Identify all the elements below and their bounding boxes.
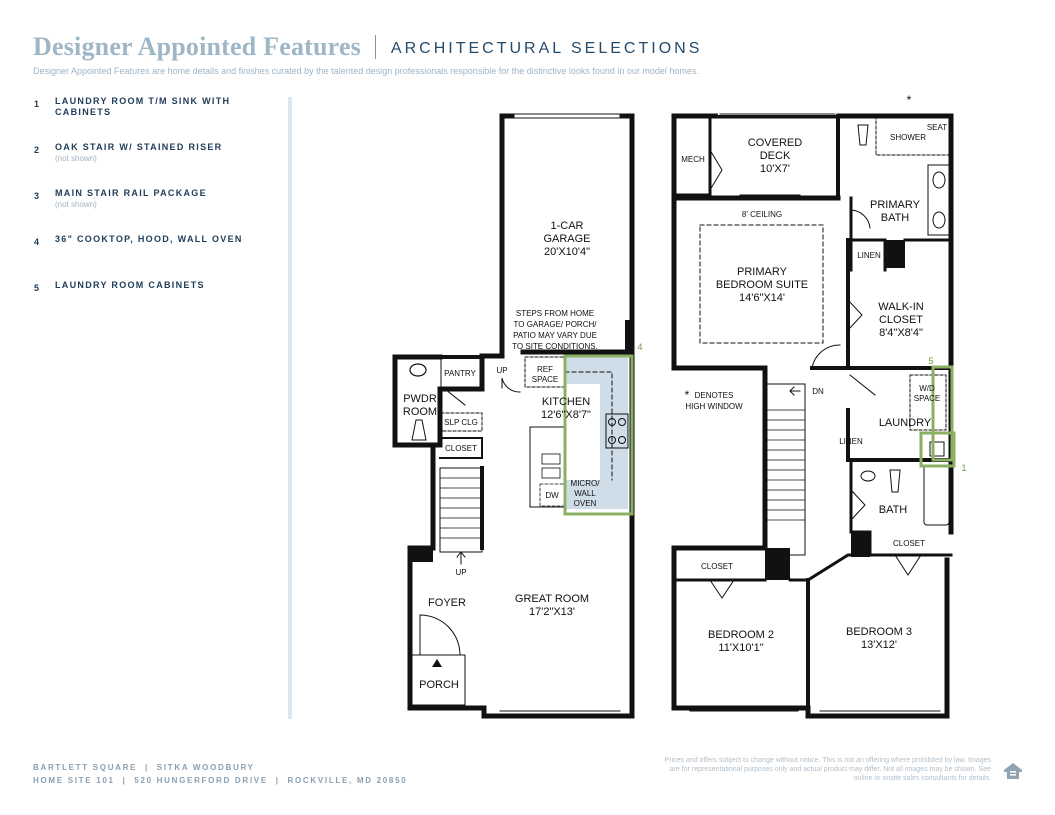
feature-marker-1: 1 xyxy=(961,463,967,473)
wall xyxy=(812,240,848,368)
primary-bath-label: PRIMARY xyxy=(870,199,920,211)
feature-note: (not shown) xyxy=(55,200,97,209)
wall xyxy=(808,555,870,580)
toilet-icon xyxy=(890,470,900,492)
micro-label: MICRO/ xyxy=(570,479,600,488)
sink-icon xyxy=(410,364,426,376)
feature-number: 3 xyxy=(34,191,40,201)
vanity xyxy=(928,165,950,235)
equal-housing-icon xyxy=(1002,760,1024,782)
linen-label: LINEN xyxy=(857,251,881,260)
slp-clg-label: SLP CLG xyxy=(444,418,478,427)
door-swing xyxy=(848,300,862,330)
up-label: UP xyxy=(455,568,467,577)
bath-label: BATH xyxy=(878,504,908,516)
closet-label: CLOSET xyxy=(892,539,926,548)
feature-name: MAIN STAIR RAIL PACKAGE xyxy=(55,188,207,198)
denotes-label: HIGH WINDOW xyxy=(685,402,743,411)
door-swing xyxy=(851,490,865,520)
door-swing xyxy=(850,375,875,395)
pwdr-label: PWDR xyxy=(403,393,437,405)
walk-in-label: CLOSET xyxy=(878,314,924,326)
primary-bedroom-label: PRIMARY xyxy=(737,266,787,278)
community-line: BARTLETT SQUARE | SITKA WOODBURY xyxy=(33,763,255,772)
feature-name: 36" COOKTOP, HOOD, WALL OVEN xyxy=(55,234,243,244)
walk-in-label: WALK-IN xyxy=(878,301,924,313)
great-room-dimension: 17'2"X13' xyxy=(528,606,576,618)
foyer-label: FOYER xyxy=(428,597,466,609)
wall xyxy=(885,240,905,268)
bedroom-2-label: BEDROOM 2 xyxy=(707,629,775,641)
sink-icon xyxy=(933,212,945,228)
dn-label: DN xyxy=(812,387,824,396)
steps-note: PATIO MAY VARY DUE xyxy=(513,331,597,340)
feature-number: 4 xyxy=(34,237,40,247)
toilet-icon xyxy=(858,125,868,145)
door-swing xyxy=(895,555,921,575)
feature-name: LAUNDRY ROOM T/M SINK WITH CABINETS xyxy=(55,96,231,117)
feature-marker-5: 5 xyxy=(928,356,934,366)
bedroom-2-dimension: 11'X10'1" xyxy=(718,642,764,654)
primary-bedroom-dimension: 14'6"X14' xyxy=(738,292,786,304)
feature-name: LAUNDRY ROOM CABINETS xyxy=(55,280,205,290)
toilet-icon xyxy=(412,420,426,440)
feature-number: 2 xyxy=(34,145,40,155)
walk-in-dimension: 8'4"X8'4" xyxy=(879,327,923,339)
denotes-star: * xyxy=(684,388,690,402)
up-label: UP xyxy=(496,366,508,375)
shower-label: SHOWER xyxy=(890,133,926,142)
wall xyxy=(625,320,633,352)
garage-label: 1-CAR xyxy=(550,220,584,232)
bedroom-3-dimension: 13'X12' xyxy=(860,639,898,651)
high-window-star: * xyxy=(906,93,912,107)
entry-arrow-icon xyxy=(432,659,442,667)
garage-dimension: 20'X10'4" xyxy=(543,246,591,258)
door-swing xyxy=(420,615,460,655)
steps-note: TO GARAGE/ PORCH/ xyxy=(513,320,597,329)
up-arrow-icon xyxy=(457,552,465,564)
denotes-label: DENOTES xyxy=(694,391,734,400)
feature-number: 5 xyxy=(34,283,40,293)
linen-label: LINEN xyxy=(839,437,863,446)
door-swing xyxy=(710,150,722,190)
deck-label: DECK xyxy=(759,150,791,162)
bedroom-3-label: BEDROOM 3 xyxy=(845,626,913,638)
pwdr-label: ROOM xyxy=(402,406,438,418)
closet-label: CLOSET xyxy=(700,562,734,571)
pantry-label: PANTRY xyxy=(444,369,476,378)
primary-bath-label: BATH xyxy=(880,212,910,224)
ref-label: SPACE xyxy=(531,375,559,384)
wall xyxy=(851,532,870,557)
down-arrow-icon xyxy=(790,387,800,395)
feature-name: OAK STAIR W/ STAINED RISER xyxy=(55,142,223,152)
footer-address xyxy=(33,761,407,787)
mech-label: MECH xyxy=(681,155,705,164)
feature-note: (not shown) xyxy=(55,154,97,163)
ceiling-label: 8' CEILING xyxy=(741,210,783,219)
wall xyxy=(410,548,433,562)
garage-label: GARAGE xyxy=(543,233,591,245)
porch-label: PORCH xyxy=(419,679,459,691)
feature-marker-4: 4 xyxy=(637,342,643,352)
wd-label: SPACE xyxy=(913,394,941,403)
page-description: Designer Appointed Features are home details and finishes curated by the talented design professionals responsible for the distinctive looks found in our model homes. xyxy=(33,66,699,76)
feature-number: 1 xyxy=(34,99,40,109)
laundry-label: LAUNDRY xyxy=(878,417,932,429)
disclaimer: Prices and offers subject to change without notice. This is not an offering where prohibited by law. Images are for representational purposes only and actual product may differ. Not all images may be shown. See online or onsite sales consultants for details. xyxy=(664,757,991,782)
homesite-line: HOME SITE 101 | 520 HUNGERFORD DRIVE | ROCKVILLE, MD 20850 xyxy=(33,776,408,785)
door-swing xyxy=(812,345,840,368)
sink-icon xyxy=(861,471,875,481)
closet-label: CLOSET xyxy=(444,444,478,453)
ref-label: REF xyxy=(537,365,553,374)
wall xyxy=(765,548,790,580)
kitchen-dimension: 12'6"X8'7" xyxy=(541,409,591,421)
kitchen-label: KITCHEN xyxy=(541,396,591,408)
seat-label: SEAT xyxy=(926,123,948,132)
micro-label: OVEN xyxy=(573,499,597,508)
page-title: Designer Appointed Features xyxy=(33,32,362,61)
stairs xyxy=(440,468,482,552)
wd-label: W/D xyxy=(919,384,935,393)
door-swing xyxy=(851,210,870,228)
door-swing xyxy=(710,580,734,598)
steps-note: TO SITE CONDITIONS. xyxy=(512,342,598,351)
sink-icon xyxy=(933,172,945,188)
section-title: ARCHITECTURAL SELECTIONS xyxy=(390,40,703,57)
great-room-label: GREAT ROOM xyxy=(514,593,590,605)
deck-dimension: 10'X7' xyxy=(760,163,790,175)
dw-label: DW xyxy=(545,491,559,500)
door-swing xyxy=(502,378,520,392)
deck-label: COVERED xyxy=(747,137,803,149)
primary-bedroom-label: BEDROOM SUITE xyxy=(715,279,809,291)
micro-label: WALL xyxy=(574,489,596,498)
bathtub xyxy=(924,465,949,525)
steps-note: STEPS FROM HOME xyxy=(515,309,595,318)
